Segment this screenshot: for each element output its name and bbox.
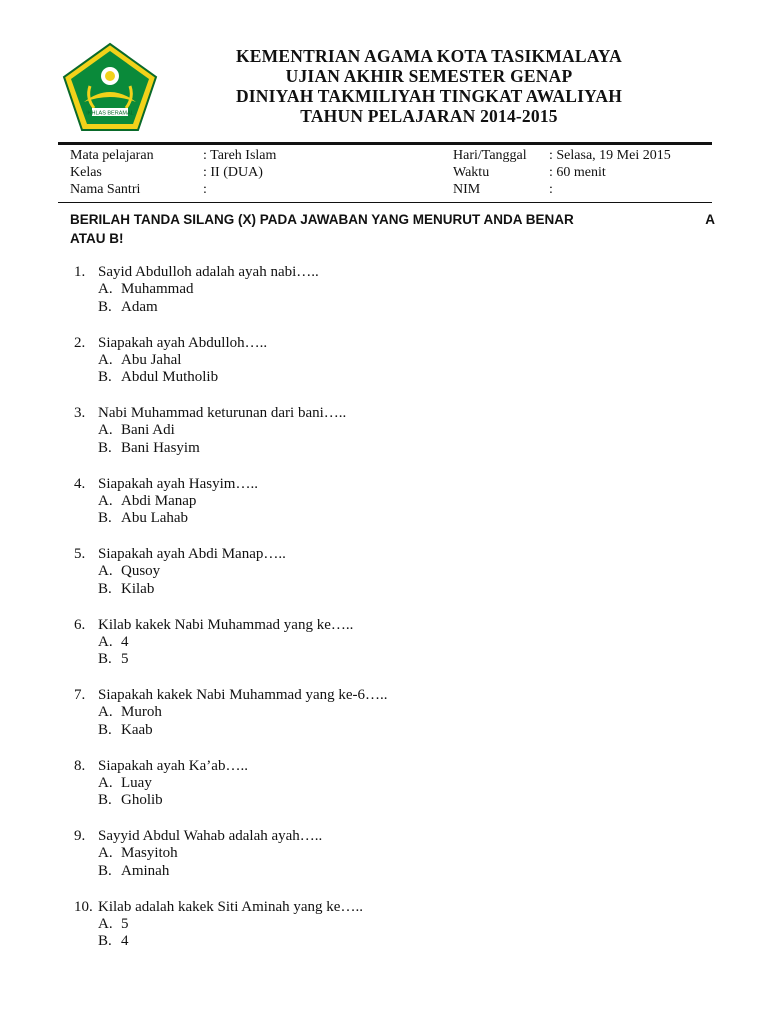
option-b-letter: B. <box>98 933 112 949</box>
header-line-ministry: KEMENTRIAN AGAMA KOTA TASIKMALAYA <box>236 46 622 66</box>
question-number: 6. <box>74 616 86 633</box>
option-a[interactable] <box>74 845 694 863</box>
option-b[interactable] <box>74 792 694 810</box>
option-b-letter: B. <box>98 439 112 456</box>
question-text: Kilab kakek Nabi Muhammad yang ke….. <box>98 616 354 633</box>
question-text: Kilab adalah kakek Siti Aminah yang ke….. <box>98 898 363 915</box>
option-b-letter: B. <box>98 792 112 808</box>
option-a-letter: A. <box>98 422 113 438</box>
subject-value: : Tareh Islam <box>203 148 277 163</box>
option-b-letter: B. <box>98 721 112 738</box>
option-a[interactable] <box>74 775 694 793</box>
option-b-text: 4 <box>121 933 129 949</box>
option-a-text: 5 <box>121 915 129 932</box>
option-a[interactable] <box>74 563 694 581</box>
option-b-text: 5 <box>121 651 129 667</box>
question-item <box>74 616 694 687</box>
question-number: 2. <box>74 334 86 351</box>
option-b-letter: B. <box>98 651 112 667</box>
option-a-text: Luay <box>121 774 152 791</box>
question-number: 10. <box>74 898 93 915</box>
question-item <box>74 898 694 969</box>
question-item <box>74 475 694 546</box>
info-divider <box>58 202 712 203</box>
option-a-letter: A. <box>98 845 113 861</box>
question-number: 1. <box>74 264 86 280</box>
option-b-text: Kilab <box>121 580 155 597</box>
option-a-text: Muroh <box>121 704 162 720</box>
option-b[interactable] <box>74 299 694 317</box>
question-text: Siapakah ayah Abdulloh….. <box>98 334 268 351</box>
question-number: 8. <box>74 757 86 774</box>
option-b[interactable] <box>74 722 694 740</box>
question-text: Siapakah ayah Hasyim….. <box>98 475 258 492</box>
option-b-letter: B. <box>98 510 112 526</box>
nim-value: : <box>549 182 553 197</box>
option-b-letter: B. <box>98 369 112 385</box>
option-a[interactable] <box>74 352 694 370</box>
option-b-text: Kaab <box>121 721 153 738</box>
option-b[interactable] <box>74 510 694 528</box>
header-line-school: DINIYAH TAKMILIYAH TINGKAT AWALIYAH <box>235 86 623 106</box>
option-b-letter: B. <box>98 862 112 879</box>
question-text: Siapakah ayah Ka’ab….. <box>98 757 248 774</box>
date-label: Hari/Tanggal <box>453 148 527 163</box>
question-number: 5. <box>74 546 86 562</box>
question-item <box>74 545 694 616</box>
instruction-line-2: ATAU B! <box>70 231 124 246</box>
header-line-exam: UJIAN AKHIR SEMESTER GENAP <box>285 66 573 86</box>
question-number: 9. <box>74 828 86 844</box>
date-value: : Selasa, 19 Mei 2015 <box>549 148 671 163</box>
subject-label: Mata pelajaran <box>70 148 154 163</box>
option-a-text: 4 <box>121 633 129 650</box>
option-a-letter: A. <box>98 774 113 791</box>
instruction-line-1-end: A <box>705 212 715 227</box>
option-b-letter: B. <box>98 298 112 315</box>
question-item <box>74 827 694 898</box>
option-a[interactable] <box>74 281 694 299</box>
header-titles <box>150 46 708 126</box>
name-value: : <box>203 182 207 197</box>
svg-text:IKHLAS BERAMAL: IKHLAS BERAMAL <box>86 110 134 117</box>
student-info <box>70 147 710 198</box>
option-a-text: Abu Jahal <box>121 351 182 368</box>
header-line-year: TAHUN PELAJARAN 2014-2015 <box>300 106 558 126</box>
nim-label: NIM <box>453 182 481 197</box>
option-a-letter: A. <box>98 281 113 297</box>
question-text: Nabi Muhammad keturunan dari bani….. <box>98 405 347 421</box>
option-a[interactable] <box>74 916 694 934</box>
option-a[interactable] <box>74 634 694 652</box>
question-item <box>74 757 694 828</box>
question-text: Siapakah kakek Nabi Muhammad yang ke-6….. <box>98 687 388 703</box>
question-item <box>74 404 694 475</box>
question-number: 4. <box>74 475 86 492</box>
question-list <box>74 263 694 968</box>
question-item <box>74 263 694 334</box>
instruction-line-1: BERILAH TANDA SILANG (X) PADA JAWABAN YANG MENURUT ANDA BENAR <box>70 212 574 227</box>
option-a-text: Masyitoh <box>121 845 178 861</box>
name-label: Nama Santri <box>70 182 141 197</box>
instruction <box>70 210 715 248</box>
option-b[interactable] <box>74 863 694 881</box>
option-b-text: Abu Lahab <box>121 510 189 526</box>
time-value: : 60 menit <box>549 165 606 180</box>
option-a-letter: A. <box>98 351 113 368</box>
option-b[interactable] <box>74 651 694 669</box>
option-a[interactable] <box>74 704 694 722</box>
option-b-text: Adam <box>121 298 158 315</box>
question-text: Siapakah ayah Abdi Manap….. <box>98 546 286 562</box>
option-a-text: Muhammad <box>121 281 194 297</box>
option-b-text: Gholib <box>121 792 163 808</box>
question-number: 7. <box>74 687 86 703</box>
option-a[interactable] <box>74 422 694 440</box>
time-label: Waktu <box>453 165 490 180</box>
option-a-text: Qusoy <box>121 563 161 579</box>
option-a-letter: A. <box>98 492 113 509</box>
option-b-text: Abdul Mutholib <box>121 369 219 385</box>
option-b-text: Bani Hasyim <box>121 439 200 456</box>
question-item <box>74 334 694 405</box>
question-text: Sayyid Abdul Wahab adalah ayah….. <box>98 828 323 844</box>
option-b[interactable] <box>74 933 694 951</box>
class-value: : II (DUA) <box>203 165 263 180</box>
option-b-letter: B. <box>98 580 112 597</box>
class-label: Kelas <box>70 165 102 180</box>
option-b[interactable] <box>74 440 694 458</box>
option-a-letter: A. <box>98 633 113 650</box>
question-number: 3. <box>74 405 86 421</box>
option-a[interactable] <box>74 493 694 511</box>
option-a-text: Bani Adi <box>121 422 175 438</box>
question-text: Sayid Abdulloh adalah ayah nabi….. <box>98 264 319 280</box>
question-item <box>74 686 694 757</box>
option-b[interactable] <box>74 369 694 387</box>
option-a-letter: A. <box>98 704 113 720</box>
option-a-letter: A. <box>98 915 113 932</box>
kemenag-logo <box>62 42 158 132</box>
option-b-text: Aminah <box>121 862 170 879</box>
option-a-text: Abdi Manap <box>121 492 197 509</box>
option-b[interactable] <box>74 581 694 599</box>
option-a-letter: A. <box>98 563 113 579</box>
header-divider <box>58 142 712 145</box>
